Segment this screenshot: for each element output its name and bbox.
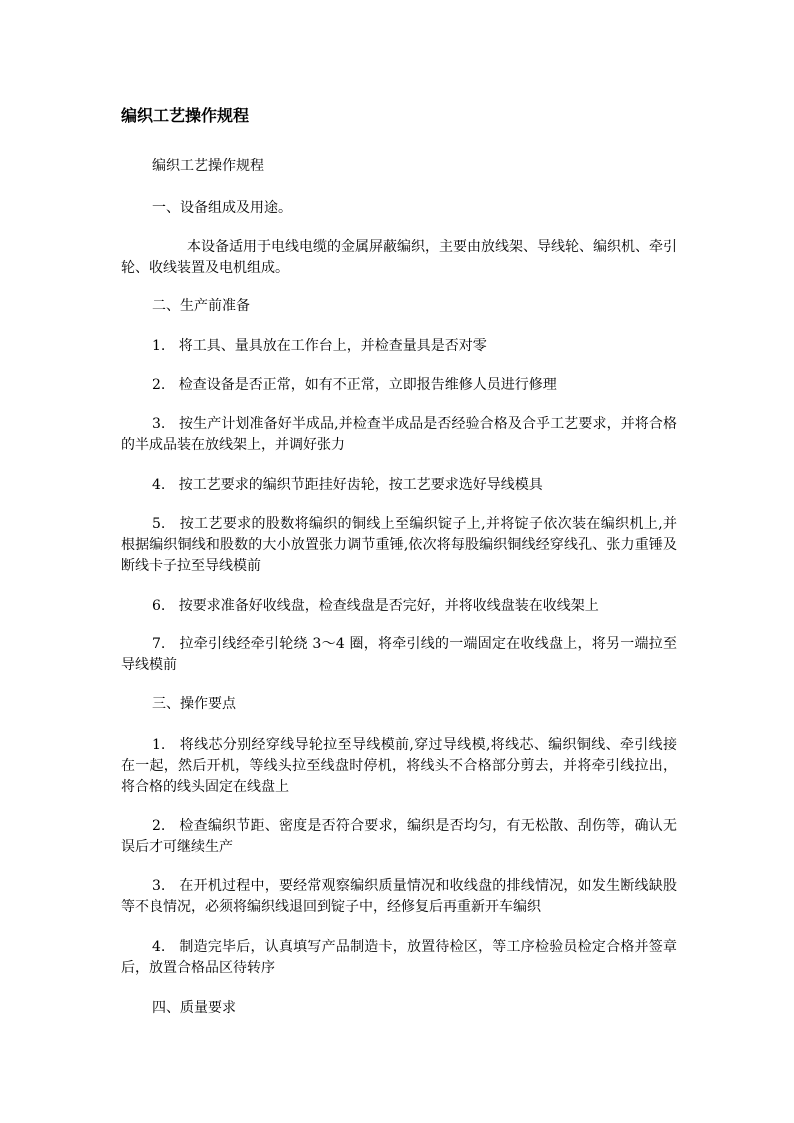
list-item: 2. 检查编织节距、密度是否符合要求，编织是否均匀，有无松散、刮伤等，确认无误后才可继续生产 <box>121 818 677 855</box>
list-item: 7. 拉牵引线经牵引轮绕 3～4 圈，将牵引线的一端固定在收线盘上，将另一端拉至导线模前 <box>121 636 677 673</box>
section-heading-3: 三、操作要点 <box>152 696 236 712</box>
list-item: 4. 制造完毕后，认真填写产品制造卡，放置待检区，等工序检验员检定合格并签章后，放置合格品区待转序 <box>121 939 677 976</box>
list-item: 6. 按要求准备好收线盘，检查线盘是否完好，并将收线盘装在收线架上 <box>152 598 599 614</box>
section-heading-2: 二、生产前准备 <box>152 298 250 314</box>
list-item: 4. 按工艺要求的编织节距挂好齿轮，按工艺要求选好导线模具 <box>152 477 543 493</box>
list-item: 3. 在开机过程中，要经常观察编织质量情况和收线盘的排线情况，如发生断线缺股等不良情况，必须将编织线退回到锭子中，经修复后再重新开车编织 <box>121 878 677 915</box>
paragraph-equipment: 本设备适用于电线电缆的金属屏蔽编织，主要由放线架、导线轮、编织机、牵引轮、收线装置及电机组成。 <box>121 239 677 276</box>
list-item: 1. 将线芯分别经穿线导轮拉至导线模前,穿过导线模,将线芯、编织铜线、牵引线接在一起，然后开机，等线头拉至线盘时停机，将线头不合格部分剪去，并将牵引线拉出，将合格的线头固定在线盘上 <box>121 737 677 795</box>
list-item: 1. 将工具、量具放在工作台上，并检查量具是否对零 <box>152 338 487 354</box>
list-item: 3. 按生产计划准备好半成品,并检查半成品是否经验合格及合乎工艺要求，并将合格的半成品装在放线架上，并调好张力 <box>121 416 677 453</box>
section-heading-1: 一、设备组成及用途。 <box>152 200 292 216</box>
list-item: 2. 检查设备是否正常，如有不正常，立即报告维修人员进行修理 <box>152 377 557 393</box>
paragraph-heading: 编织工艺操作规程 <box>152 158 264 174</box>
document-title: 编织工艺操作规程 <box>121 106 250 125</box>
list-item: 5. 按工艺要求的股数将编织的铜线上至编织锭子上,并将锭子依次装在编织机上,并根据编织铜线和股数的大小放置张力调节重锤,依次将每股编织铜线经穿线孔、张力重锤及断线卡子拉至导线模前 <box>121 516 677 574</box>
section-heading-4: 四、质量要求 <box>152 1000 236 1016</box>
